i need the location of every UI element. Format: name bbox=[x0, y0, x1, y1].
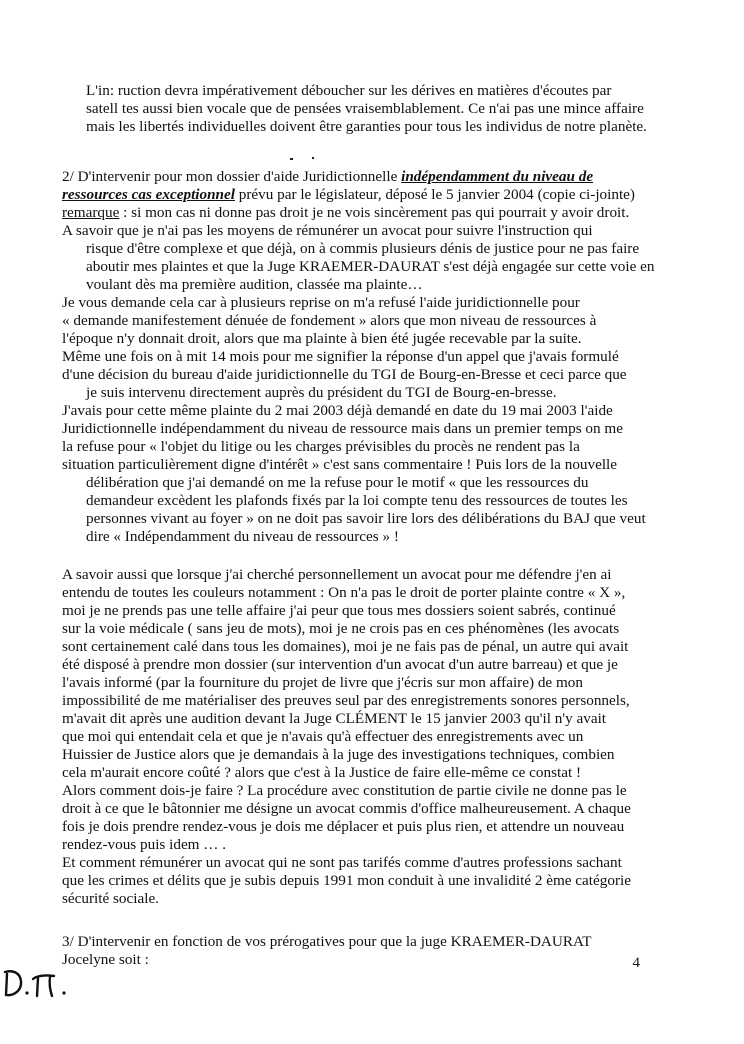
section-2-heading-cont bbox=[62, 186, 635, 203]
body-line: entendu de toutes les couleurs notamment : On n'a pas le droit de porter plainte contre « X », bbox=[62, 584, 626, 601]
body-line: rendez-vous puis idem … . bbox=[62, 836, 227, 853]
intro-line: mais les libertés individuelles doivent être garanties pour tous les individus de notre planète. bbox=[86, 118, 647, 135]
body-line: cela m'aurait encore coûté ? alors que c'est à la Justice de faire elle-même ce constat ! bbox=[62, 764, 582, 781]
scan-speck bbox=[312, 157, 314, 159]
body-line: aboutir mes plaintes et que la Juge KRAEMER-DAURAT s'est déjà engagée sur cette voie en bbox=[86, 258, 655, 275]
remark-text: : si mon cas ni donne pas droit je ne vois sincèrement pas qui pourrait y avoir droit. bbox=[119, 204, 630, 221]
body-line: délibération que j'ai demandé on me la refuse pour le motif « que les ressources du bbox=[86, 474, 589, 491]
body-line: sont certainement calé dans tous les domaines), moi je ne fais pas de pénal, un autre qui avait bbox=[62, 638, 629, 655]
body-line: Alors comment dois-je faire ? La procédure avec constitution de partie civile ne donne pas le bbox=[62, 782, 627, 799]
body-line: J'avais pour cette même plainte du 2 mai 2003 déjà demandé en date du 19 mai 2003 l'aide bbox=[62, 402, 613, 419]
body-line: droit à ce que le bâtonnier me désigne un avocat commis d'office malheureusement. A chaque bbox=[62, 800, 631, 817]
section-3-heading: 3/ D'intervenir en fonction de vos prérogatives pour que la juge KRAEMER-DAURAT bbox=[62, 933, 592, 950]
remark-label: remarque bbox=[62, 204, 120, 221]
intro-line: satell tes aussi bien vocale que de pensées vraisemblablement. Ce n'ai pas une mince affaire bbox=[86, 100, 644, 117]
body-line: Et comment rémunérer un avocat qui ne sont pas tarifés comme d'autres professions sachant bbox=[62, 854, 622, 871]
body-line: risque d'être complexe et que déjà, on à commis plusieurs dénis de justice pour ne pas faire bbox=[86, 240, 640, 257]
body-line: que les crimes et délits que je subis depuis 1991 mon conduit à une invalidité 2 ème catégorie bbox=[62, 872, 631, 889]
body-line: fois je dois prendre rendez-vous je dois me déplacer et puis plus rien, et attendre un nouveau bbox=[62, 818, 625, 835]
handwritten-initials-signature bbox=[2, 966, 72, 1000]
body-line: l'avais informé (par la fourniture du projet de livre que j'écris sur mon affaire) de mon bbox=[62, 674, 583, 691]
section-2-heading bbox=[62, 168, 593, 185]
body-line: personnes vivant au foyer » on ne doit pas savoir lire lors des délibérations du BAJ que veut bbox=[86, 510, 646, 527]
body-line: sur la voie médicale ( sans jeu de mots), moi je ne crois pas en ces phénomènes (les avocats bbox=[62, 620, 620, 637]
body-line: m'avait dit après une audition devant la Juge CLÉMENT le 15 janvier 2003 qu'il n'y avait bbox=[62, 710, 607, 727]
body-line: A savoir aussi que lorsque j'ai cherché personnellement un avocat pour me défendre j'en ai bbox=[62, 566, 612, 583]
intro-line: L'in: ruction devra impérativement déboucher sur les dérives en matières d'écoutes par bbox=[86, 82, 612, 99]
body-line: l'époque n'y donnait droit, alors que ma plainte à bien été jugée recevable par la suite. bbox=[62, 330, 582, 347]
body-line: je suis intervenu directement auprès du président du TGI de Bourg-en-bresse. bbox=[86, 384, 557, 401]
scan-speck bbox=[290, 158, 293, 160]
heading-emphasis: ressources cas exceptionnel bbox=[62, 186, 235, 203]
heading-suffix: prévu par le législateur, déposé le 5 janvier 2004 (copie ci-jointe) bbox=[234, 186, 635, 203]
body-line: A savoir que je n'ai pas les moyens de rémunérer un avocat pour suivre l'instruction qui bbox=[62, 222, 593, 239]
body-line: d'une décision du bureau d'aide juridictionnelle du TGI de Bourg-en-Bresse et ceci parce que bbox=[62, 366, 627, 383]
body-line: « demande manifestement dénuée de fondement » alors que mon niveau de ressources à bbox=[62, 312, 597, 329]
body-line: moi je ne prends pas une telle affaire j'ai peur que tous mes dossiers soient sabrés, continué bbox=[62, 602, 616, 619]
body-line: Je vous demande cela car à plusieurs reprise on m'a refusé l'aide juridictionnelle pour bbox=[62, 294, 580, 311]
remark-line bbox=[62, 204, 629, 221]
heading-prefix: 2/ D'intervenir pour mon dossier d'aide Juridictionnelle bbox=[62, 168, 402, 185]
page-number: 4 bbox=[632, 955, 640, 971]
body-line: situation particulièrement digne d'intérêt » c'est sans commentaire ! Puis lors de la nouvelle bbox=[62, 456, 618, 473]
body-line: voulant dès ma première audition, classée ma plainte… bbox=[86, 276, 423, 293]
body-line: Même une fois on à mit 14 mois pour me signifier la réponse d'un appel que j'avais formulé bbox=[62, 348, 619, 365]
body-line: demandeur excèdent les plafonds fixés par la loi compte tenu des ressources de toutes les bbox=[86, 492, 628, 509]
heading-emphasis: indépendamment du niveau de bbox=[401, 168, 594, 185]
body-line: Huissier de Justice alors que je demandais à la juge des investigations techniques, combien bbox=[62, 746, 615, 763]
body-line: impossibilité de me matérialiser des preuves seul par des enregistrements sonores personnels, bbox=[62, 692, 630, 709]
body-line: Juridictionnelle indépendamment du niveau de ressource mais dans un premier temps on me bbox=[62, 420, 623, 437]
body-line: été disposé à prendre mon dossier (sur intervention d'un avocat d'un autre barreau) et que je bbox=[62, 656, 618, 673]
body-line: que moi qui entendait cela et que je n'avais qu'à effectuer des enregistrements avec un bbox=[62, 728, 584, 745]
body-line: sécurité sociale. bbox=[62, 890, 159, 907]
section-3-line: Jocelyne soit : bbox=[62, 951, 149, 968]
body-line: la refuse pour « l'objet du litige ou les charges prévisibles du procès ne rendent pas la bbox=[62, 438, 580, 455]
body-line: dire « Indépendamment du niveau de ressources » ! bbox=[86, 528, 399, 545]
